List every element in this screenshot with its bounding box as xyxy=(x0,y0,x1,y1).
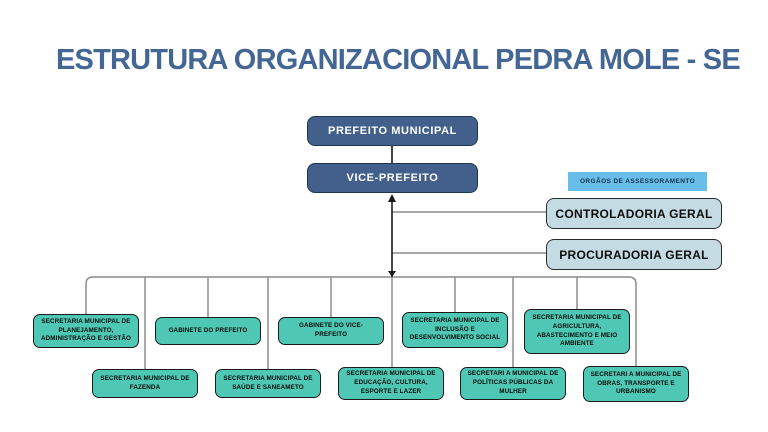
node-sec-educacao-cultura-esporte-lazer: SECRETARIA MUNICIPAL DE EDUCAÇÃO, CULTURA, ESPORTE E LAZER xyxy=(338,367,444,400)
node-sec-saude-saneamento: SECRETARIA MUNICIPAL DE SAÚDE E SANEAMETO xyxy=(215,369,321,398)
node-controladoria-geral: CONTROLADORIA GERAL xyxy=(546,198,722,229)
arrow-down-icon xyxy=(388,271,396,277)
node-prefeito-municipal: PREFEITO MUNICIPAL xyxy=(307,116,478,146)
node-sec-inclusao-desenvolvimento-social: SECRETARIA MUNICIPAL DE INCLUSÃO E DESENVOLVIMENTO SOCIAL xyxy=(402,312,508,348)
node-sec-agricultura-abastecimento-meio-ambiente: SECRETARIA MUNICIPAL DE AGRICULTURA, ABASTECIMENTO E MEIO AMBIENTE xyxy=(524,309,630,354)
arrow-up-icon xyxy=(388,194,396,202)
page-title: ESTRUTURA ORGANIZACIONAL PEDRA MOLE - SE xyxy=(56,44,740,76)
advisory-group-tag: ORGÃOS DE ASSESSORAMENTO xyxy=(568,172,707,191)
node-sec-planejamento-administracao-gestao: SECRETARIA MUNICIPAL DE PLANEJAMENTO, ADMINISTRAÇÃO E GESTÃO xyxy=(33,314,139,348)
node-sec-politicas-publicas-mulher: SECRETARI A MUNICIPAL DE POLÍTICAS PÚBLICAS DA MULHER xyxy=(460,367,566,400)
node-vice-prefeito: VICE-PREFEITO xyxy=(307,163,478,193)
node-gabinete-do-vice-prefeito: GABINETE DO VICE-PREFEITO xyxy=(278,317,384,345)
node-sec-fazenda: SECRETARIA MUNICIPAL DE FAZENDA xyxy=(92,369,198,398)
node-gabinete-do-prefeito: GABINETE DO PREFEITO xyxy=(155,317,261,345)
node-sec-obras-transporte-urbanismo: SECRETARI A MUNICIPAL DE OBRAS, TRANSPORTE E URBANISMO xyxy=(583,366,689,402)
node-procuradoria-geral: PROCURADORIA GERAL xyxy=(546,239,722,270)
